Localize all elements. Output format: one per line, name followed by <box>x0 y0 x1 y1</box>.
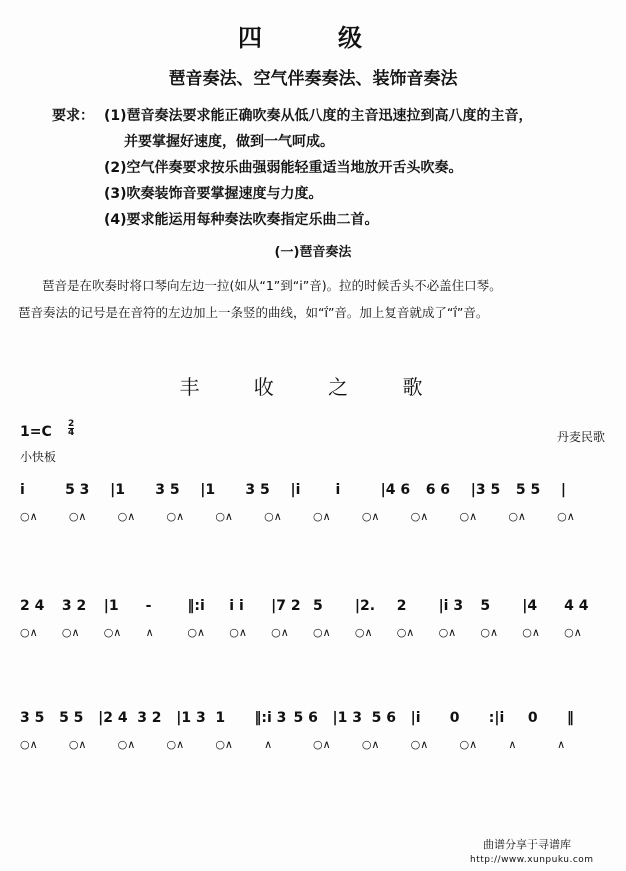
breath-mark: ○∧ <box>187 626 206 639</box>
breath-mark: ○∧ <box>459 738 478 751</box>
breath-mark: ○∧ <box>166 510 185 523</box>
score-note: 3 5 <box>155 482 180 498</box>
requirement-3: (3)吹奏装饰音要掌握速度与力度。 <box>104 186 323 202</box>
breath-mark: ∧ <box>557 738 566 751</box>
key-text: 1=C <box>20 424 52 440</box>
score-note: 2 <box>396 598 407 614</box>
footer-url: http://www.xunpuku.com <box>470 855 594 865</box>
score-note: |i <box>290 482 301 498</box>
breath-mark: ○∧ <box>410 738 429 751</box>
breath-mark: ∧ <box>145 626 154 639</box>
score-note: |7 2 <box>271 598 301 614</box>
subsection-title: (一)琶音奏法 <box>274 245 352 260</box>
score-note: 5 3 <box>65 482 90 498</box>
score-note: - <box>145 598 152 614</box>
breath-mark: ○∧ <box>117 510 136 523</box>
breath-mark: ○∧ <box>354 626 373 639</box>
requirement-2: (2)空气伴奏要求按乐曲强弱能轻重适当地放开舌头吹奏。 <box>104 160 463 176</box>
score-note: |4 <box>522 598 538 614</box>
section-title: 琶音奏法、空气伴奏奏法、装饰音奏法 <box>168 69 458 89</box>
score-note: 3 5 <box>245 482 270 498</box>
score-note: |3 5 <box>470 482 501 498</box>
footer-site-name: 曲谱分享于寻谱库 <box>483 838 571 851</box>
paragraph-2: 琶音奏法的记号是在音符的左边加上一条竖的曲线，如“ḯ”音。加上复音就成了“ḯ”音。 <box>18 305 489 320</box>
score-note: i <box>20 482 25 498</box>
score-note: 5 6 <box>293 710 318 726</box>
breath-mark: ○∧ <box>396 626 415 639</box>
score-note: 5 5 <box>59 710 84 726</box>
score-note: 5 6 <box>371 710 396 726</box>
score-note: |2 4 <box>98 710 128 726</box>
paragraph-1: 琶音是在吹奏时将口琴向左边一拉(如从“1”到“i”音)。拉的时候舌头不必盖住口琴。 <box>42 278 502 293</box>
score-note: |1 <box>200 482 216 498</box>
breath-mark: ○∧ <box>313 626 331 639</box>
score-note: 3 2 <box>137 710 162 726</box>
score-note: 5 <box>480 598 491 614</box>
score-note: |1 <box>103 598 119 614</box>
breath-mark: ○∧ <box>564 626 582 639</box>
tempo-marking: 小快板 <box>20 450 57 464</box>
score-note: ‖ <box>566 710 574 726</box>
score-note: |1 <box>110 482 125 498</box>
breath-mark: ○∧ <box>20 510 38 523</box>
breath-mark: ○∧ <box>361 510 380 523</box>
requirements-label: 要求： <box>52 108 94 124</box>
breath-mark: ○∧ <box>459 510 478 523</box>
score-note: |2. <box>354 598 376 614</box>
breath-mark: ○∧ <box>438 626 457 639</box>
breath-mark: ○∧ <box>264 510 282 523</box>
requirement-4: (4)要求能运用每种奏法吹奏指定乐曲二首。 <box>104 212 379 228</box>
breath-mark: ○∧ <box>271 626 289 639</box>
score-note: |1 3 <box>332 710 363 726</box>
breath-mark: ○∧ <box>313 510 331 523</box>
score-note: 5 <box>313 598 323 614</box>
requirement-1: (1)琶音奏法要求能正确吹奏从低八度的主音迅速拉到高八度的主音， <box>104 108 533 124</box>
breath-mark: ○∧ <box>68 510 87 523</box>
score-note: |4 6 <box>380 482 411 498</box>
score-note: 5 5 <box>515 482 541 498</box>
level-title: 四 级 <box>238 24 388 52</box>
score-note: |i 3 <box>438 598 464 614</box>
breath-mark: ∧ <box>508 738 517 751</box>
score-note: | <box>560 482 567 498</box>
breath-mark: ○∧ <box>117 738 136 751</box>
breath-mark: ∧ <box>264 738 273 751</box>
score-note: |1 3 <box>176 710 206 726</box>
song-title: 丰 收 之 歌 <box>179 375 447 399</box>
score-note: 3 2 <box>61 598 87 614</box>
meter-top: 2 <box>68 419 75 429</box>
breath-mark: ○∧ <box>480 626 499 639</box>
time-signature <box>68 420 74 437</box>
score-note: i <box>335 482 341 498</box>
breath-mark: ○∧ <box>557 510 575 523</box>
breath-mark: ○∧ <box>229 626 247 639</box>
breath-mark: ○∧ <box>313 738 331 751</box>
breath-mark: ○∧ <box>215 738 233 751</box>
score-note: 6 6 <box>425 482 451 498</box>
score-note: 1 <box>215 710 226 726</box>
breath-mark: ○∧ <box>410 510 429 523</box>
breath-mark: ○∧ <box>522 626 540 639</box>
requirement-1-cont: 并要掌握好速度，做到一气呵成。 <box>124 134 334 150</box>
breath-mark: ○∧ <box>215 510 233 523</box>
score-note: ‖:i 3 <box>254 710 287 726</box>
score-note: 0 <box>449 710 460 726</box>
breath-mark: ○∧ <box>166 738 185 751</box>
score-note: :|i <box>488 710 505 726</box>
breath-mark: ○∧ <box>61 626 80 639</box>
score-note: 2 4 <box>20 598 45 614</box>
breath-mark: ○∧ <box>103 626 122 639</box>
breath-mark: ○∧ <box>20 626 38 639</box>
breath-mark: ○∧ <box>68 738 87 751</box>
score-note: i i <box>229 598 244 614</box>
meter-bottom: 4 <box>68 428 75 438</box>
score-note: 3 5 <box>20 710 45 726</box>
key-signature <box>20 419 75 440</box>
breath-mark: ○∧ <box>508 510 526 523</box>
score-note: |i <box>410 710 421 726</box>
breath-mark: ○∧ <box>20 738 38 751</box>
score-note: ‖:i <box>187 598 205 614</box>
score-note: 4 4 <box>564 598 589 614</box>
song-origin: 丹麦民歌 <box>557 430 606 444</box>
breath-mark: ○∧ <box>361 738 380 751</box>
score-note: 0 <box>527 710 538 726</box>
